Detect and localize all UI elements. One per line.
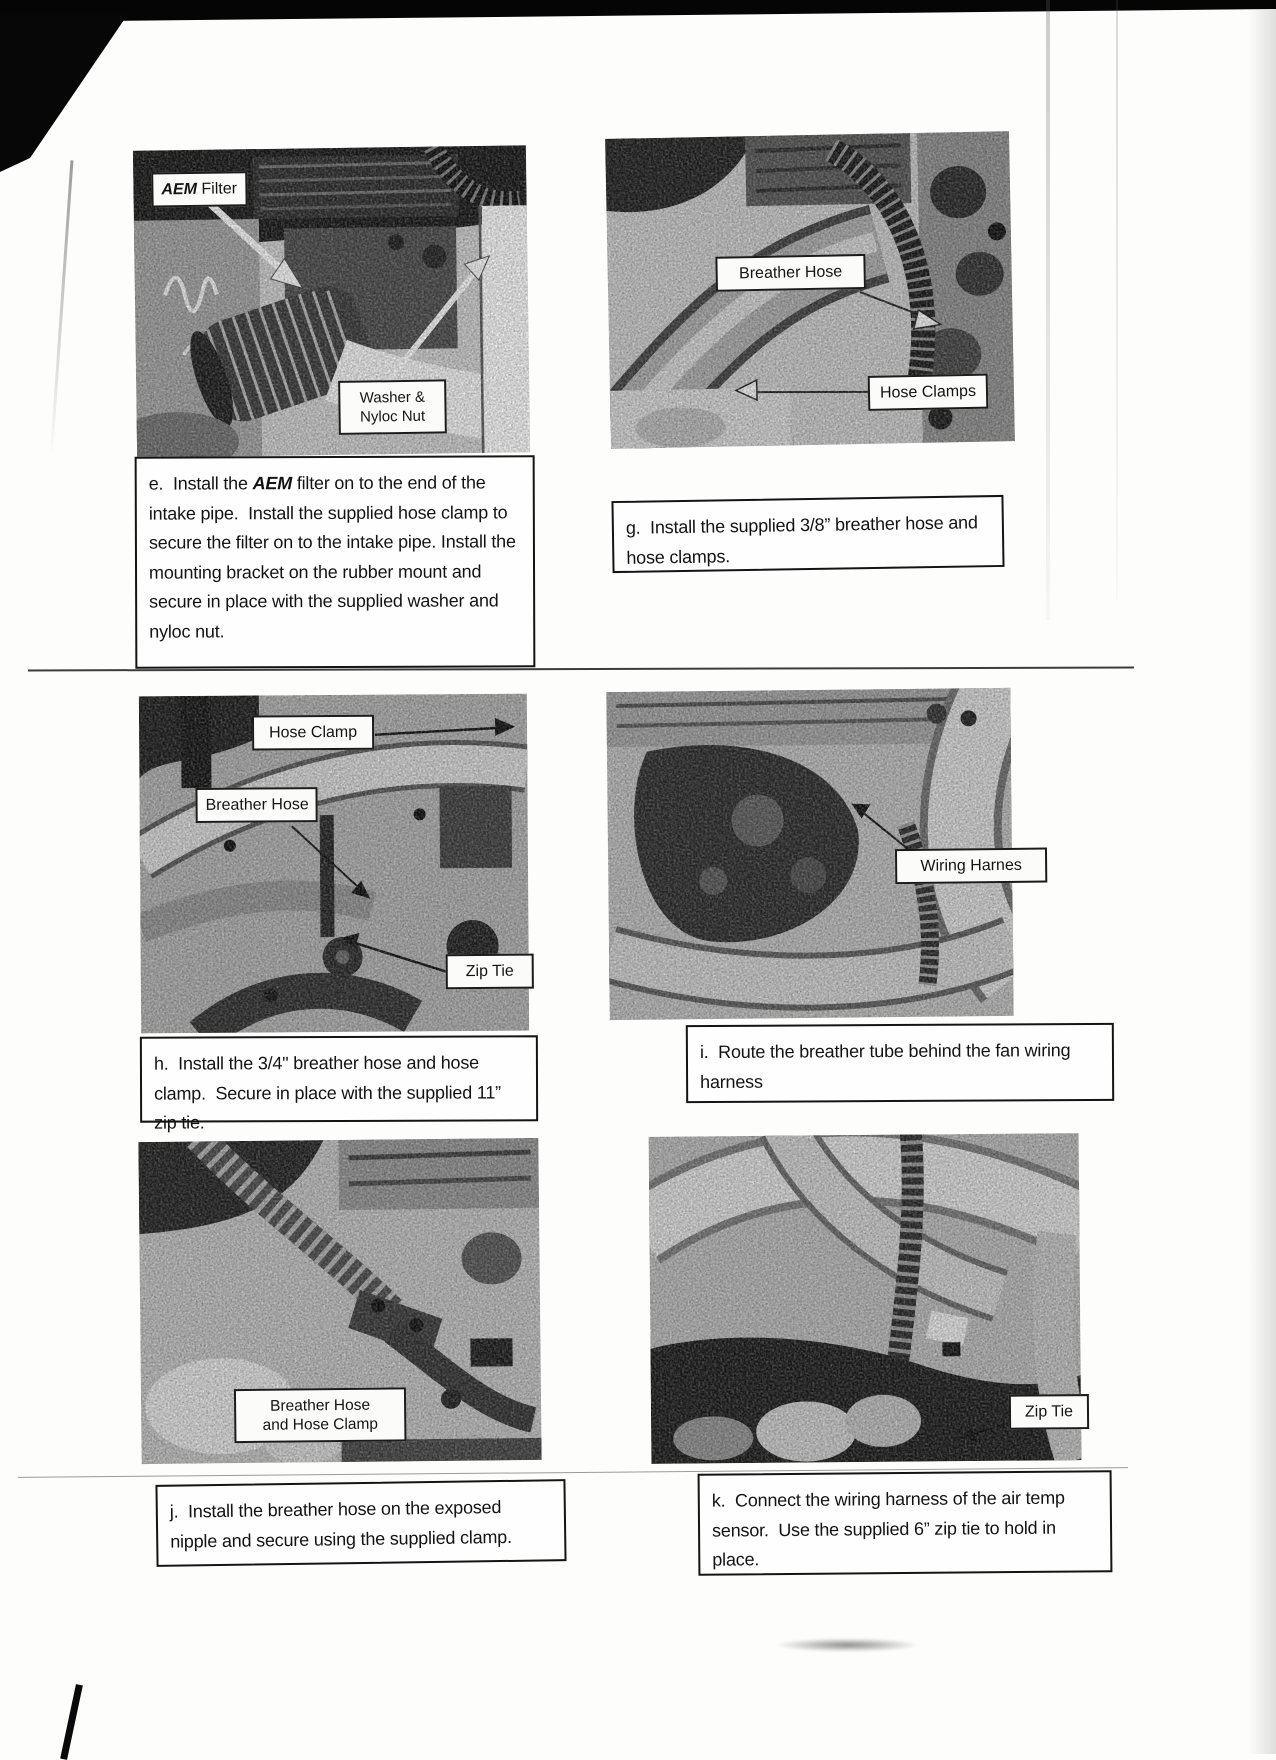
figure-e-photo <box>133 145 530 457</box>
breather-hose-clamp-label: Breather Hose and Hose Clamp <box>262 1396 379 1434</box>
caption-e-text: filter on to the end of the intake pipe. Install the supplied hose clamp to secure the filter on to the intake pipe. Install the mounting bracket on the rubber mount and secure in place with the supplied washer and nyloc nut. <box>148 472 516 642</box>
callout-wiring-harness <box>895 848 1047 885</box>
callout-breather-hose-clamp <box>234 1387 407 1443</box>
scan-artifact-smudge <box>775 1638 920 1652</box>
figure-j-photo <box>138 1138 541 1464</box>
caption-h <box>140 1035 538 1133</box>
caption-e <box>135 455 536 668</box>
caption-j-text: j. Install the breather hose on the exposed nipple and secure using the supplied clamp. <box>169 1497 512 1552</box>
caption-g <box>611 495 1004 573</box>
callout-breather-hose <box>195 787 317 823</box>
caption-k-text: k. Connect the wiring harness of the air temp sensor. Use the supplied 6” zip tie to hold in place. <box>711 1487 1065 1570</box>
callout-zip-tie <box>446 954 534 990</box>
caption-e-brand: AEM <box>252 473 293 494</box>
figure-i-photo <box>606 688 1022 1020</box>
caption-e-lead: e. Install the <box>148 473 253 494</box>
figure-k-photo <box>649 1133 1082 1464</box>
figure-h-photo <box>139 694 529 1034</box>
caption-i-text: i. Route the breather tube behind the fan wiring harness <box>699 1040 1071 1092</box>
caption-h-text: h. Install the 3/4" breather hose and hose clamp. Secure in place with the supplied 11” zip tie. <box>153 1052 501 1133</box>
caption-g-text: g. Install the supplied 3/8” breather hose and hose clamps. <box>625 512 978 568</box>
zip-tie-label: Zip Tie <box>465 962 514 981</box>
callout-zip-tie <box>1009 1394 1089 1430</box>
aem-brand-label: AEM <box>161 180 198 199</box>
breather-hose-label: Breather Hose <box>205 796 309 814</box>
scan-artifact-left-edge <box>50 160 74 459</box>
aem-filter-label: Filter <box>196 180 238 198</box>
caption-k <box>698 1470 1113 1576</box>
scan-artifact-corner-wedge <box>0 0 140 175</box>
callout-washer-nyloc-nut <box>338 379 447 435</box>
breather-hose-label: Breather Hose <box>738 263 843 283</box>
scan-artifact-right-shadow <box>1248 0 1276 1754</box>
hose-clamps-label: Hose Clamps <box>879 382 977 402</box>
scan-artifact-top-bar <box>0 0 1276 22</box>
callout-hose-clamp <box>252 715 374 751</box>
wiring-harness-label: Wiring Harnes <box>920 856 1022 875</box>
figure-g-photo <box>605 131 1015 449</box>
scan-artifact-bottom-tick <box>60 1684 83 1760</box>
caption-j <box>155 1479 566 1567</box>
hose-clamp-label: Hose Clamp <box>269 723 358 742</box>
zip-tie-label: Zip Tie <box>1024 1403 1074 1421</box>
caption-i <box>686 1023 1114 1103</box>
washer-nyloc-label: Washer & Nyloc Nut <box>359 388 426 426</box>
callout-hose-clamps <box>868 374 989 411</box>
scan-artifact-streak <box>1046 0 1050 620</box>
scan-artifact-streak <box>1116 0 1118 600</box>
callout-breather-hose <box>715 254 866 292</box>
callout-aem-filter <box>151 171 247 207</box>
